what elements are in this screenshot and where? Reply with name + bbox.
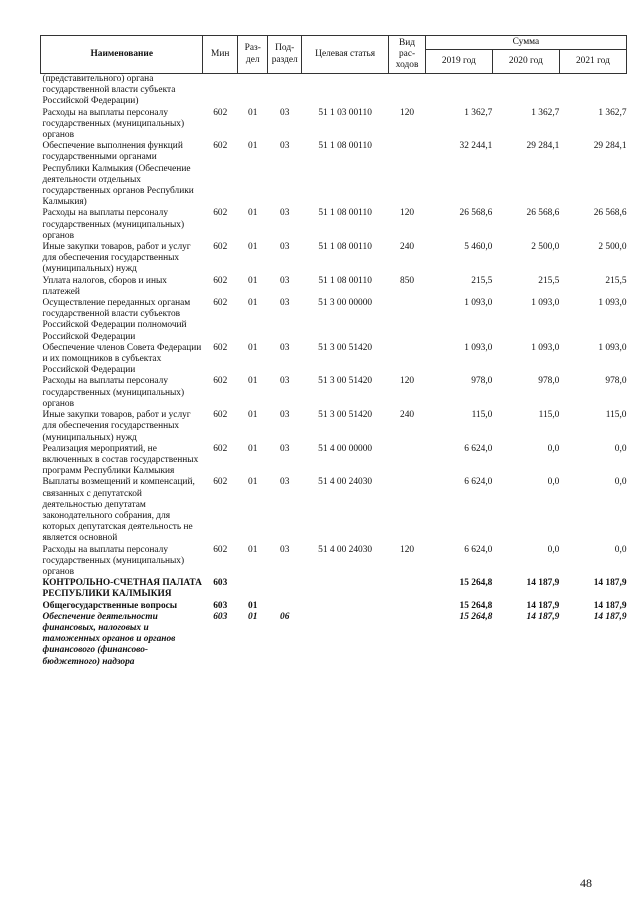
cell-v2021: 978,0 xyxy=(605,376,627,387)
cell-v2019: 1 093,0 xyxy=(464,298,493,309)
cell-v2019: 1 093,0 xyxy=(464,342,493,353)
cell-razdel: 01 xyxy=(248,342,258,353)
cell-target: 51 4 00 00000 xyxy=(318,443,373,454)
cell-razdel: 01 xyxy=(248,107,258,118)
cell-target: 51 3 00 51420 xyxy=(318,410,373,421)
cell-name: Обеспечение выполнения функций государственными органами Республики Калмыкия (Обеспечение деятельности отдельных государственных органов Республики Калмыкия) xyxy=(42,141,194,208)
cell-v2020: 29 284,1 xyxy=(526,141,560,152)
cell-v2021: 0,0 xyxy=(614,443,627,454)
cell-v2021: 14 187,9 xyxy=(593,611,627,622)
table-body xyxy=(41,74,627,668)
cell-v2021 xyxy=(559,74,626,108)
cell-name: Обеспечение членов Совета Федерации и их помощников в субъектах Российской Федерации xyxy=(42,342,202,376)
cell-min xyxy=(203,74,238,108)
table-row xyxy=(41,298,627,343)
cell-vid: 120 xyxy=(400,544,415,555)
cell-razdel xyxy=(238,578,268,600)
cell-target xyxy=(301,74,388,108)
cell-name: Обеспечение деятельности финансовых, налоговых и таможенных органов и органов финансового (финансово-бюджетного) надзора xyxy=(42,611,176,667)
header-2019: 2019 год xyxy=(425,50,492,74)
cell-vid xyxy=(389,578,426,600)
cell-v2021: 26 568,6 xyxy=(593,208,627,219)
cell-vid: 120 xyxy=(400,107,415,118)
table-row xyxy=(41,444,627,478)
cell-razdel: 01 xyxy=(248,443,258,454)
cell-podrazdel xyxy=(268,601,302,612)
cell-v2019: 6 624,0 xyxy=(464,477,493,488)
cell-podrazdel: 06 xyxy=(280,611,290,622)
cell-target: 51 1 08 00110 xyxy=(318,141,372,152)
cell-v2019: 6 624,0 xyxy=(464,544,493,555)
cell-v2020 xyxy=(492,74,559,108)
budget-table xyxy=(40,35,627,668)
cell-min: 602 xyxy=(213,275,228,286)
cell-vid: 240 xyxy=(400,242,415,253)
cell-name: (представительного) органа государственной власти субъекта Российской Федерации) xyxy=(42,74,176,107)
cell-v2019: 15 264,8 xyxy=(459,600,493,611)
table-row xyxy=(41,578,627,600)
cell-target: 51 1 03 00110 xyxy=(318,107,372,118)
cell-v2021: 0,0 xyxy=(614,477,627,488)
cell-target: 51 4 00 24030 xyxy=(318,544,373,555)
cell-v2020: 0,0 xyxy=(547,477,560,488)
cell-razdel: 01 xyxy=(248,611,258,622)
page-number: 48 xyxy=(580,876,592,890)
cell-target: 51 1 08 00110 xyxy=(318,275,372,286)
header-sum: Сумма xyxy=(425,36,626,50)
cell-v2020: 1 093,0 xyxy=(531,298,560,309)
cell-podrazdel: 03 xyxy=(280,208,290,219)
table-row xyxy=(41,208,627,242)
cell-razdel: 01 xyxy=(248,477,258,488)
cell-min: 602 xyxy=(213,477,228,488)
cell-v2021: 0,0 xyxy=(614,544,627,555)
cell-name: Иные закупки товаров, работ и услуг для обеспечения государственных (муниципальных) нужд xyxy=(42,242,191,275)
table-row xyxy=(41,612,627,668)
cell-v2020: 215,5 xyxy=(538,275,560,286)
cell-vid: 120 xyxy=(400,208,415,219)
cell-target xyxy=(301,578,388,600)
cell-v2019: 115,0 xyxy=(471,410,493,421)
cell-razdel: 01 xyxy=(248,600,258,611)
cell-vid xyxy=(389,444,426,478)
cell-v2020: 1 093,0 xyxy=(531,342,560,353)
cell-vid: 120 xyxy=(400,376,415,387)
table-row xyxy=(41,477,627,544)
table-row xyxy=(41,545,627,579)
cell-v2021: 1 093,0 xyxy=(598,298,627,309)
cell-target: 51 4 00 24030 xyxy=(318,477,373,488)
cell-podrazdel: 03 xyxy=(280,242,290,253)
cell-name: Общегосударственные вопросы xyxy=(42,600,178,611)
cell-podrazdel: 03 xyxy=(280,477,290,488)
cell-min: 603 xyxy=(213,611,228,622)
header-razdel: Раз-дел xyxy=(238,36,268,74)
cell-v2020: 14 187,9 xyxy=(526,600,560,611)
cell-vid xyxy=(389,612,426,668)
cell-vid xyxy=(389,141,426,208)
cell-vid: 850 xyxy=(400,275,415,286)
header-target: Целевая статья xyxy=(301,36,388,74)
cell-podrazdel: 03 xyxy=(280,342,290,353)
cell-v2021: 115,0 xyxy=(605,410,627,421)
cell-min: 603 xyxy=(213,600,228,611)
cell-min: 602 xyxy=(213,410,228,421)
cell-podrazdel: 03 xyxy=(280,544,290,555)
table-row xyxy=(41,242,627,276)
cell-min: 602 xyxy=(213,141,228,152)
header-min: Мин xyxy=(203,36,238,74)
cell-min: 602 xyxy=(213,242,228,253)
cell-v2019: 15 264,8 xyxy=(459,578,493,589)
header-2021: 2021 год xyxy=(559,50,626,74)
cell-name: Расходы на выплаты персоналу государственных (муниципальных) органов xyxy=(42,544,185,577)
cell-v2020: 14 187,9 xyxy=(526,611,560,622)
cell-v2020: 0,0 xyxy=(547,544,560,555)
cell-razdel xyxy=(238,74,268,108)
cell-name: Иные закупки товаров, работ и услуг для обеспечения государственных (муниципальных) нужд xyxy=(42,410,191,443)
cell-podrazdel: 03 xyxy=(280,298,290,309)
cell-v2021: 14 187,9 xyxy=(593,578,627,589)
cell-v2019: 26 568,6 xyxy=(459,208,493,219)
cell-podrazdel xyxy=(268,74,302,108)
cell-v2019: 1 362,7 xyxy=(464,107,493,118)
cell-min: 603 xyxy=(213,578,228,589)
cell-target: 51 3 00 00000 xyxy=(318,298,373,309)
cell-razdel: 01 xyxy=(248,141,258,152)
cell-razdel: 01 xyxy=(248,376,258,387)
cell-vid: 240 xyxy=(400,410,415,421)
cell-v2021: 14 187,9 xyxy=(593,600,627,611)
cell-razdel: 01 xyxy=(248,275,258,286)
cell-podrazdel: 03 xyxy=(280,443,290,454)
header-podrazdel: Под-раздел xyxy=(268,36,302,74)
cell-vid xyxy=(389,298,426,343)
cell-target xyxy=(301,601,388,612)
table-row xyxy=(41,376,627,410)
header-2020: 2020 год xyxy=(492,50,559,74)
cell-v2020: 0,0 xyxy=(547,443,560,454)
cell-v2020: 978,0 xyxy=(538,376,560,387)
cell-v2020: 115,0 xyxy=(538,410,560,421)
cell-target: 51 1 08 00110 xyxy=(318,242,372,253)
cell-podrazdel: 03 xyxy=(280,410,290,421)
cell-min: 602 xyxy=(213,342,228,353)
cell-vid xyxy=(389,343,426,377)
cell-vid xyxy=(389,74,426,108)
cell-v2021: 2 500,0 xyxy=(598,242,627,253)
cell-v2019: 978,0 xyxy=(471,376,493,387)
header-name: Наименование xyxy=(41,36,203,74)
table-row xyxy=(41,108,627,142)
cell-target: 51 3 00 51420 xyxy=(318,342,373,353)
cell-name: КОНТРОЛЬНО-СЧЕТНАЯ ПАЛАТА РЕСПУБЛИКИ КАЛМЫКИЯ xyxy=(42,578,202,600)
cell-target: 51 1 08 00110 xyxy=(318,208,372,219)
cell-podrazdel: 03 xyxy=(280,376,290,387)
table-row xyxy=(41,141,627,208)
cell-razdel: 01 xyxy=(248,242,258,253)
cell-v2020: 14 187,9 xyxy=(526,578,560,589)
table-row xyxy=(41,74,627,108)
cell-v2021: 1 362,7 xyxy=(598,107,627,118)
cell-min: 602 xyxy=(213,298,228,309)
cell-name: Расходы на выплаты персоналу государственных (муниципальных) органов xyxy=(42,376,185,409)
table-row xyxy=(41,276,627,298)
cell-v2020: 26 568,6 xyxy=(526,208,560,219)
cell-podrazdel: 03 xyxy=(280,141,290,152)
cell-razdel: 01 xyxy=(248,298,258,309)
cell-podrazdel: 03 xyxy=(280,275,290,286)
cell-podrazdel: 03 xyxy=(280,107,290,118)
cell-name: Выплаты возмещений и компенсаций, связанных с депутатской деятельностью депутатам законодательного собрания, для которых депутатская деятельность не является основной xyxy=(42,477,195,544)
cell-v2020: 2 500,0 xyxy=(531,242,560,253)
cell-podrazdel xyxy=(268,578,302,600)
cell-razdel: 01 xyxy=(248,410,258,421)
cell-min: 602 xyxy=(213,544,228,555)
cell-target: 51 3 00 51420 xyxy=(318,376,373,387)
cell-v2021: 215,5 xyxy=(605,275,627,286)
cell-v2019 xyxy=(425,74,492,108)
cell-min: 602 xyxy=(213,443,228,454)
table-row xyxy=(41,410,627,444)
cell-min: 602 xyxy=(213,208,228,219)
cell-min: 602 xyxy=(213,376,228,387)
cell-vid xyxy=(389,477,426,544)
cell-razdel: 01 xyxy=(248,544,258,555)
header-vid: Вид рас-ходов xyxy=(389,36,426,74)
cell-v2021: 1 093,0 xyxy=(598,342,627,353)
table-row xyxy=(41,343,627,377)
cell-v2020: 1 362,7 xyxy=(531,107,560,118)
cell-name: Реализация мероприятий, не включенных в состав государственных программ Республики Калмыкия xyxy=(42,443,199,477)
table-row xyxy=(41,601,627,612)
cell-name: Осуществление переданных органам государственной власти субъектов Российской Федерации полномочий Российской Федерации xyxy=(42,298,191,342)
cell-v2019: 32 244,1 xyxy=(459,141,493,152)
cell-v2019: 5 460,0 xyxy=(464,242,493,253)
cell-name: Уплата налогов, сборов и иных платежей xyxy=(42,275,167,297)
cell-v2019: 15 264,8 xyxy=(459,611,493,622)
cell-v2019: 6 624,0 xyxy=(464,443,493,454)
cell-vid xyxy=(389,601,426,612)
cell-target xyxy=(301,612,388,668)
cell-v2021: 29 284,1 xyxy=(593,141,627,152)
cell-razdel: 01 xyxy=(248,208,258,219)
cell-name: Расходы на выплаты персоналу государственных (муниципальных) органов xyxy=(42,208,185,241)
cell-v2019: 215,5 xyxy=(471,275,493,286)
table-header xyxy=(41,36,627,74)
cell-min: 602 xyxy=(213,107,228,118)
cell-name: Расходы на выплаты персоналу государственных (муниципальных) органов xyxy=(42,107,185,141)
